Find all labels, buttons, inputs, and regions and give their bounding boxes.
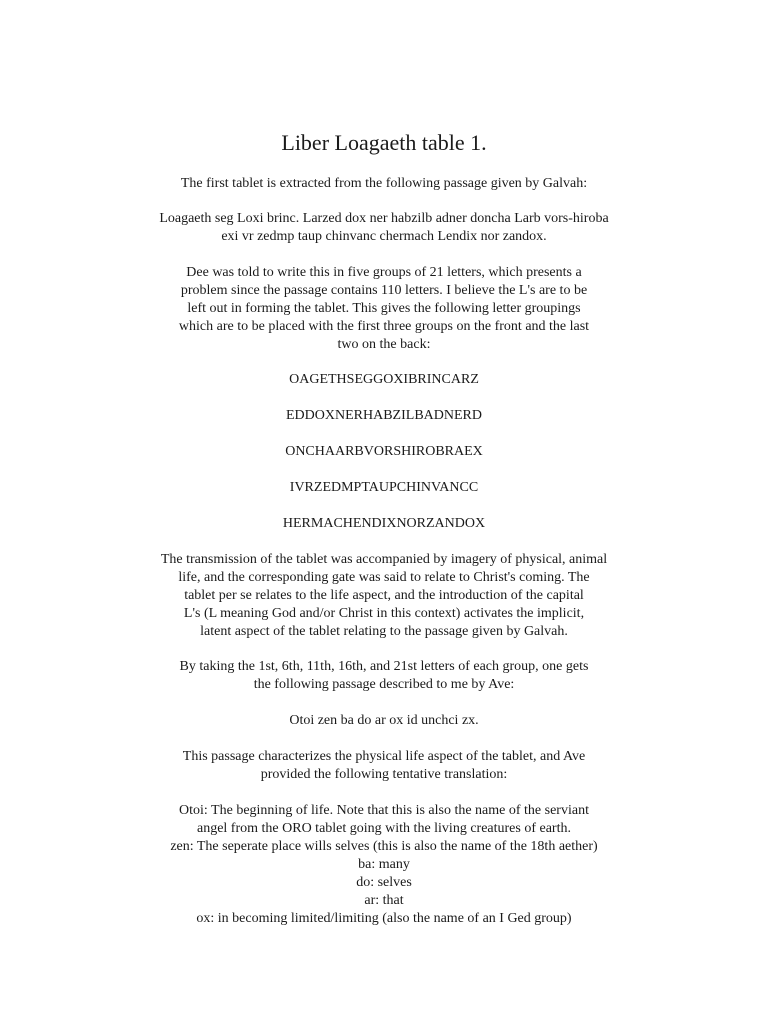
letter-group-4: [0, 479, 768, 497]
translation-list: [0, 802, 768, 928]
ave-passage: [0, 712, 768, 730]
explanation-line: two on the back:: [337, 337, 431, 352]
characterizes-line: This passage characterizes the physical life aspect of the tablet, and Ave: [182, 749, 586, 764]
letter-group: HERMACHENDIXNORZANDOX: [282, 516, 486, 531]
translation-line: zen: The seperate place wills selves (this is also the name of the 18th aether): [170, 839, 598, 854]
intro-line: The first tablet is extracted from the following passage given by Galvah:: [180, 176, 588, 191]
translation-line: angel from the ORO tablet going with the living creatures of earth.: [196, 821, 571, 836]
translation-line: do: selves: [356, 875, 412, 890]
characterizes-line: provided the following tentative translation:: [260, 767, 508, 782]
transmission-line: L's (L meaning God and/or Christ in this context) activates the implicit,: [183, 606, 585, 621]
galvah-passage: [0, 210, 768, 246]
explanation-line: left out in forming the tablet. This gives the following letter groupings: [187, 301, 581, 316]
letter-group-3: [0, 443, 768, 461]
letter-group: IVRZEDMPTAUPCHINVANCC: [289, 480, 479, 495]
ave-passage-line: Otoi zen ba do ar ox id unchci zx.: [289, 713, 479, 728]
letter-group: ONCHAARBVORSHIROBRAEX: [285, 444, 483, 459]
transmission-line: The transmission of the tablet was accompanied by imagery of physical, animal: [160, 552, 608, 567]
translation-line: ox: in becoming limited/limiting (also the name of an I Ged group): [196, 911, 572, 926]
explanation-line: problem since the passage contains 110 letters. I believe the L's are to be: [180, 283, 588, 298]
translation-line: Otoi: The beginning of life. Note that this is also the name of the serviant: [179, 803, 589, 818]
explanation-paragraph: [0, 264, 768, 354]
explanation-line: Dee was told to write this in five groups of 21 letters, which presents a: [186, 265, 582, 280]
letter-group-5: [0, 515, 768, 533]
transmission-line: tablet per se relates to the life aspect, and the introduction of the capital: [184, 588, 584, 603]
characterizes-paragraph: [0, 748, 768, 784]
taking-paragraph: [0, 658, 768, 694]
transmission-line: latent aspect of the tablet relating to the passage given by Galvah.: [200, 624, 568, 639]
passage-line: exi vr zedmp taup chinvanc chermach Lendix nor zandox.: [221, 229, 547, 244]
taking-line: By taking the 1st, 6th, 11th, 16th, and 21st letters of each group, one gets: [179, 659, 589, 674]
passage-line: Loagaeth seg Loxi brinc. Larzed dox ner habzilb adner doncha Larb vors-hiroba: [159, 211, 609, 226]
explanation-line: which are to be placed with the first three groups on the front and the last: [178, 319, 590, 334]
letter-group: OAGETHSEGGOXIBRINCARZ: [289, 372, 479, 387]
taking-line: the following passage described to me by Ave:: [253, 677, 515, 692]
intro-paragraph: [0, 175, 768, 193]
transmission-paragraph: [0, 551, 768, 641]
transmission-line: life, and the corresponding gate was said to relate to Christ's coming. The: [178, 570, 590, 585]
document-title: Liber Loagaeth table 1.: [281, 130, 487, 155]
letter-group-2: [0, 407, 768, 425]
translation-line: ba: many: [358, 857, 410, 872]
letter-group: EDDOXNERHABZILBADNERD: [286, 408, 482, 423]
letter-group-1: [0, 371, 768, 389]
translation-line: ar: that: [364, 893, 404, 908]
